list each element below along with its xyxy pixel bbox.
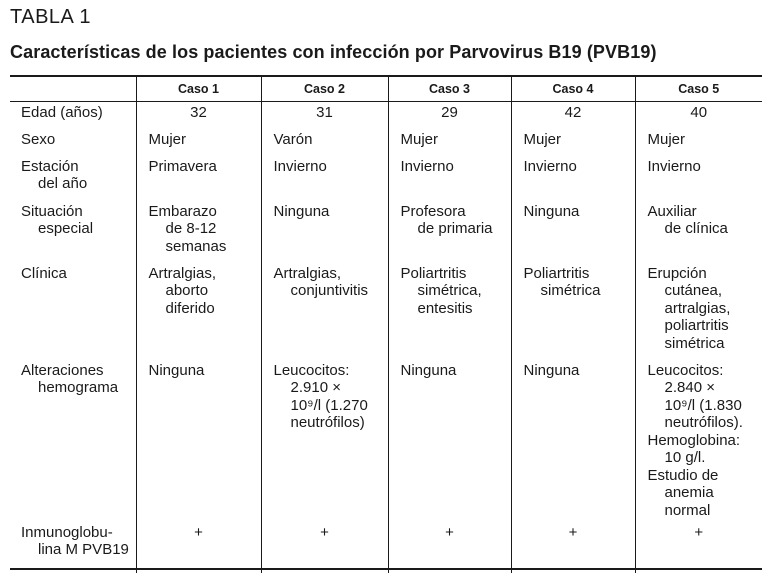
cell-igm-caso-3 <box>388 522 511 573</box>
label-line: Estación <box>21 157 79 175</box>
cell-line: normal <box>664 501 711 519</box>
cell-line: 2.840 × <box>664 379 715 396</box>
cell-line: Leucocitos: <box>273 361 350 379</box>
cell-line: 10⁹/l (1.830 <box>664 396 742 414</box>
header-cell-caso-5: Caso 5 <box>635 77 762 102</box>
cell-line: de 8-12 <box>165 220 217 237</box>
cell-line: + <box>320 523 329 541</box>
row-label-estacion <box>10 156 136 201</box>
cell-line: simétrica, <box>417 282 482 299</box>
cell-line: Poliartritis <box>523 264 590 282</box>
cell-line: Profesora <box>400 202 466 220</box>
cell-clinica-caso-4 <box>511 263 635 360</box>
table-row-situacion <box>10 201 762 263</box>
cell-line: entesitis <box>417 299 473 317</box>
cell-line: Hemoglobina: <box>647 431 741 449</box>
cell-line: Invierno <box>523 157 577 175</box>
cell-line: poliartritis <box>664 317 729 334</box>
cell-line: Mujer <box>523 130 562 148</box>
cell-line: + <box>694 523 704 541</box>
cell-igm-caso-5 <box>635 522 762 573</box>
cell-line: Ninguna <box>273 202 330 220</box>
table-row-igm <box>10 522 762 573</box>
label-line: especial <box>38 220 94 237</box>
label-line: lina M PVB19 <box>38 541 129 558</box>
cell-line: neutrófilos) <box>290 414 365 431</box>
cell-situacion-caso-5 <box>635 201 762 263</box>
cell-estacion-caso-5 <box>635 156 762 201</box>
cell-estacion-caso-4 <box>511 156 635 201</box>
cell-line: Artralgias, <box>273 264 342 282</box>
cell-line: 31 <box>316 104 333 121</box>
row-label-situacion <box>10 201 136 263</box>
cell-line: anemia <box>664 484 714 501</box>
cell-line: Varón <box>273 130 313 148</box>
cell-estacion-caso-2 <box>261 156 388 201</box>
cell-line: Invierno <box>273 157 327 175</box>
label-line: Inmunoglobu- <box>21 523 113 541</box>
cell-line: Ninguna <box>523 361 580 379</box>
cell-edad-caso-1 <box>136 102 261 129</box>
cell-sexo-caso-2 <box>261 129 388 156</box>
cell-line: Poliartritis <box>400 264 467 282</box>
cell-hemograma-caso-5 <box>635 360 762 522</box>
cell-line: semanas <box>165 237 227 255</box>
cell-line: + <box>568 523 578 541</box>
cell-line: simétrica <box>540 282 601 299</box>
cell-line: Erupción <box>647 264 707 282</box>
cell-line: Ninguna <box>400 361 457 379</box>
cell-sexo-caso-3 <box>388 129 511 156</box>
label-line: Clínica <box>21 264 67 282</box>
label-line: Sexo <box>21 130 56 148</box>
cell-line: cutánea, <box>664 282 723 299</box>
cell-estacion-caso-1 <box>136 156 261 201</box>
cell-line: neutrófilos). <box>664 414 743 431</box>
cell-line: Mujer <box>647 130 686 148</box>
cell-line: 32 <box>190 104 207 121</box>
cell-line: de primaria <box>417 220 493 237</box>
row-label-igm <box>10 522 136 573</box>
cell-hemograma-caso-2 <box>261 360 388 522</box>
cell-situacion-caso-3 <box>388 201 511 263</box>
cell-line: 10 g/l. <box>664 449 706 466</box>
cell-line: + <box>194 523 203 541</box>
label-line: Alteraciones <box>21 361 104 379</box>
cell-line: Mujer <box>400 130 439 148</box>
table-title: Características de los pacientes con infección por Parvovirus B19 (PVB19) <box>10 42 657 62</box>
cell-line: Invierno <box>400 157 454 175</box>
cell-line: Ninguna <box>148 361 205 379</box>
cell-line: diferido <box>165 299 215 317</box>
cell-igm-caso-4 <box>511 522 635 573</box>
table-row-clinica <box>10 263 762 360</box>
cell-line: de clínica <box>664 220 728 237</box>
cell-line: Auxiliar <box>647 202 697 220</box>
cell-line: 42 <box>564 104 582 121</box>
cell-line: conjuntivitis <box>290 282 369 299</box>
cell-line: Primavera <box>148 157 217 175</box>
cell-line: Estudio de <box>647 466 719 484</box>
cell-clinica-caso-2 <box>261 263 388 360</box>
label-line: del año <box>38 175 88 192</box>
cell-edad-caso-4 <box>511 102 635 129</box>
table-row-hemograma <box>10 360 762 522</box>
row-label-edad <box>10 102 136 129</box>
cell-edad-caso-5 <box>635 102 762 129</box>
cell-line: 29 <box>441 104 458 121</box>
cell-hemograma-caso-3 <box>388 360 511 522</box>
cell-sexo-caso-4 <box>511 129 635 156</box>
header-row <box>10 77 762 102</box>
cell-situacion-caso-1 <box>136 201 261 263</box>
cell-line: 10⁹/l (1.270 <box>290 396 368 414</box>
cell-line: Artralgias, <box>148 264 217 282</box>
table-row-sexo <box>10 129 762 156</box>
cell-situacion-caso-2 <box>261 201 388 263</box>
header-cell-caso-3: Caso 3 <box>388 77 511 102</box>
cell-line: 40 <box>690 104 708 121</box>
row-label-hemograma <box>10 360 136 522</box>
cell-hemograma-caso-1 <box>136 360 261 522</box>
cell-line: Leucocitos: <box>647 361 724 379</box>
cell-line: simétrica <box>664 334 725 352</box>
cell-line: aborto <box>165 282 209 299</box>
label-line: Edad (años) <box>21 104 103 121</box>
header-cell-caso-2: Caso 2 <box>261 77 388 102</box>
cell-situacion-caso-4 <box>511 201 635 263</box>
label-line: hemograma <box>38 379 119 396</box>
cell-hemograma-caso-4 <box>511 360 635 522</box>
cell-line: 2.910 × <box>290 379 341 396</box>
cell-line: + <box>445 523 454 541</box>
header-cell-caso-1: Caso 1 <box>136 77 261 102</box>
cell-clinica-caso-3 <box>388 263 511 360</box>
cell-line: Embarazo <box>148 202 217 220</box>
cell-sexo-caso-1 <box>136 129 261 156</box>
patient-characteristics-table <box>10 75 762 570</box>
row-label-sexo <box>10 129 136 156</box>
label-line: Situación <box>21 202 83 220</box>
table-row-estacion <box>10 156 762 201</box>
cell-edad-caso-3 <box>388 102 511 129</box>
cell-line: Ninguna <box>523 202 580 220</box>
cell-line: Mujer <box>148 130 187 148</box>
table-number-label: TABLA 1 <box>10 6 91 28</box>
cell-clinica-caso-1 <box>136 263 261 360</box>
cell-line: Invierno <box>647 157 701 175</box>
cell-sexo-caso-5 <box>635 129 762 156</box>
header-cell-empty <box>10 77 136 102</box>
row-label-clinica <box>10 263 136 360</box>
cell-igm-caso-2 <box>261 522 388 573</box>
cell-line: artralgias, <box>664 299 731 317</box>
table-row-edad <box>10 102 762 129</box>
cell-igm-caso-1 <box>136 522 261 573</box>
cell-edad-caso-2 <box>261 102 388 129</box>
cell-estacion-caso-3 <box>388 156 511 201</box>
header-cell-caso-4: Caso 4 <box>511 77 635 102</box>
cell-clinica-caso-5 <box>635 263 762 360</box>
